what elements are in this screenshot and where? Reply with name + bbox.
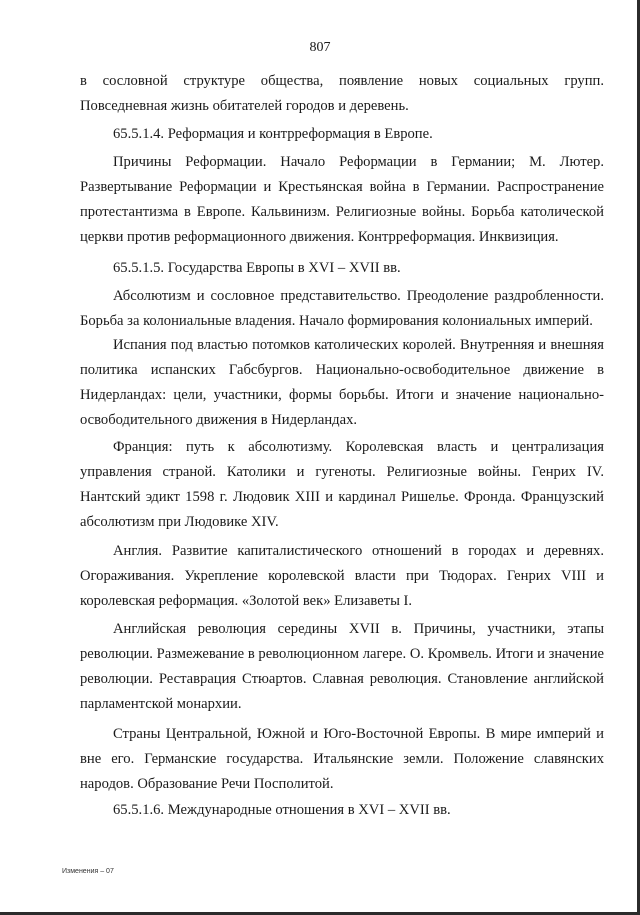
paragraph-english-revolution: Английская революция середины XVII в. Причины, участники, этапы революции. Размежевание в революционном лагере. О. Кромвель. Итоги и значение революции. Реставрация Стюартов. Славная революция. Становление английской парламентской монархии.	[80, 621, 604, 712]
paragraph-reformation: Причины Реформации. Начало Реформации в Германии; М. Лютер. Развертывание Реформации и Крестьянская война в Германии. Распространение протестантизма в Европе. Кальвинизм. Религиозные войны. Борьба католической церкви против реформационного движения. Контрреформация. Инквизиция.	[80, 154, 604, 245]
page-number: 807	[309, 40, 331, 55]
paragraph-england: Англия. Развитие капиталистического отношений в городах и деревнях. Огораживания. Укрепление королевской власти при Тюдорах. Генрих VIII и королевская реформация. «Золотой век» Елизаветы I.	[80, 543, 604, 609]
paragraph-spain: Испания под властью потомков католических королей. Внутренняя и внешняя политика испанских Габсбургов. Национально-освободительное движение в Нидерландах: цели, участники, формы борьбы. Итоги и значение национально-освободительного движения в Нидерландах.	[80, 337, 604, 428]
paragraph-continuation: в сословной структуре общества, появление новых социальных групп. Повседневная жизнь обитателей городов и деревень.	[80, 73, 604, 114]
paragraph-central-europe: Страны Центральной, Южной и Юго-Восточной Европы. В мире империй и вне его. Германские государства. Итальянские земли. Положение славянских народов. Образование Речи Посполитой.	[80, 726, 604, 792]
section-heading-reformation: 65.5.1.4. Реформация и контрреформация в Европе.	[113, 126, 433, 142]
section-heading-states-of-europe: 65.5.1.5. Государства Европы в XVI – XVII вв.	[113, 260, 401, 276]
section-heading-international-relations: 65.5.1.6. Международные отношения в XVI – XVII вв.	[113, 802, 451, 818]
paragraph-france: Франция: путь к абсолютизму. Королевская власть и централизация управления страной. Католики и гугеноты. Религиозные войны. Генрих IV. Нантский эдикт 1598 г. Людовик XIII и кардинал Ришелье. Фронда. Французский абсолютизм при Людовике XIV.	[80, 439, 604, 530]
paragraph-absolutism: Абсолютизм и сословное представительство. Преодоление раздробленности. Борьба за колониальные владения. Начало формирования колониальных империй.	[80, 288, 604, 329]
footer-revision-note: Изменения – 07	[62, 868, 114, 875]
